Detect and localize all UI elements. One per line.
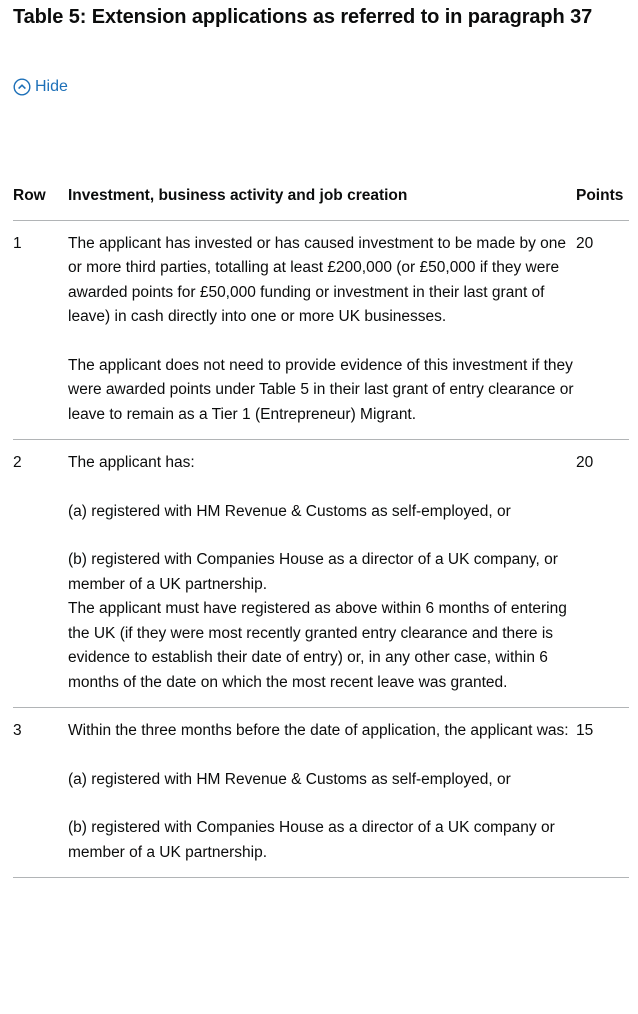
table-title: Table 5: Extension applications as referred to in paragraph 37 <box>13 6 593 28</box>
hide-toggle[interactable] <box>13 77 68 97</box>
row-paragraph: (a) registered with HM Revenue & Customs as self-employed, or <box>68 502 511 520</box>
table-row <box>13 220 629 440</box>
row-paragraph: (b) registered with Companies House as a director of a UK company, or member of a UK partnership. The applicant must have registered as above within 6 months of entering the UK (if they were most recently granted entry clearance and there is evidence to establish their date of entry) or, in any other case, within 6 months of the date on which the most recent leave was granted. <box>68 551 567 691</box>
row-points: 20 <box>576 220 629 440</box>
hide-label: Hide <box>35 78 68 95</box>
row-description <box>68 220 576 440</box>
row-number: 1 <box>13 220 68 440</box>
header-points: Points <box>576 180 629 220</box>
header-row: Row <box>13 180 68 220</box>
row-number: 3 <box>13 708 68 878</box>
row-number: 2 <box>13 440 68 708</box>
row-paragraph: Within the three months before the date of application, the applicant was: <box>68 722 569 739</box>
row-paragraph: The applicant has: <box>68 454 195 471</box>
row-paragraph: The applicant does not need to provide evidence of this investment if they were awarded points under Table 5 in their last grant of entry clearance or leave to remain as a Tier 1 (Entrepreneur) Migrant. <box>68 356 574 423</box>
points-table <box>13 180 629 878</box>
row-paragraph: (b) registered with Companies House as a director of a UK company or member of a UK partnership. <box>68 819 555 861</box>
header-description: Investment, business activity and job creation <box>68 180 576 220</box>
table-header-row <box>13 180 629 220</box>
row-paragraph: (a) registered with HM Revenue & Customs as self-employed, or <box>68 770 511 788</box>
row-points: 20 <box>576 440 629 708</box>
row-paragraph: The applicant has invested or has caused investment to be made by one or more third parties, totalling at least £200,000 (or £50,000 if they were awarded points for £50,000 funding or investment in their last grant of leave) in cash directly into one or more UK businesses. <box>68 234 567 325</box>
chevron-up-circle-icon <box>13 78 31 96</box>
table-row <box>13 440 629 708</box>
row-description <box>68 708 576 878</box>
row-points: 15 <box>576 708 629 878</box>
table-row <box>13 708 629 878</box>
row-description <box>68 440 576 708</box>
